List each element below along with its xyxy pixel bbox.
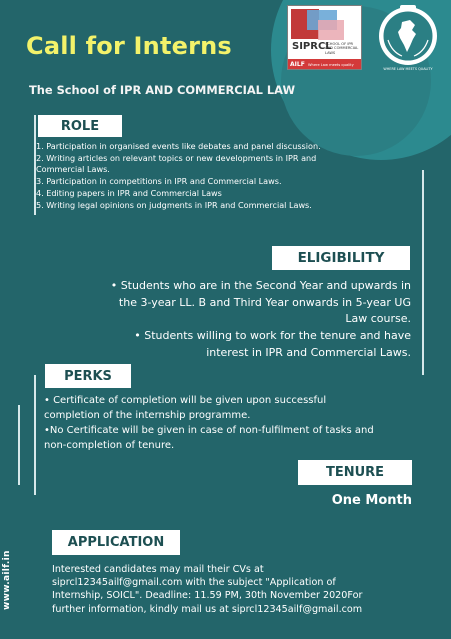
application-text: Interested candidates may mail their CVs at siprcl12345ailf@gmail.com with the subject "Application of Internship, SOICL". Deadline: 11.59 PM, 30th November 2020For further information, kindly mail us at siprcl12345ailf@gmail.com: [52, 564, 363, 615]
application-heading: APPLICATION: [52, 530, 180, 555]
list-item: • Certificate of completion will be given upon successful completion of the internship programme.: [44, 395, 327, 421]
poster-title: Call for Interns: [26, 32, 232, 60]
list-item: 1. Participation in organised events like debates and panel discussion.: [36, 141, 321, 151]
logo-small-text: SCHOOL OF IPR AND COMMERCIAL LAWS: [325, 42, 359, 55]
perks-list: [44, 393, 374, 453]
list-item: 3. Participation in competitions in IPR and Commercial Laws.: [36, 176, 282, 187]
ailf-seal-logo: [374, 4, 442, 72]
tenure-heading: TENURE: [298, 460, 412, 485]
siprcl-logo: [287, 5, 362, 70]
decorative-line: [422, 170, 424, 375]
role-heading: ROLE: [38, 115, 122, 137]
seal-badge: [400, 5, 416, 10]
eligibility-heading: ELIGIBILITY: [272, 246, 410, 270]
logo-name: SIPRCL: [292, 41, 332, 52]
tenure-value: One Month: [331, 493, 412, 508]
poster-subtitle: The School of IPR AND COMMERCIAL LAW: [29, 83, 296, 97]
role-list: [36, 141, 336, 211]
logo-bar-label: AILF: [290, 61, 305, 68]
list-item: 5. Writing legal opinions on judgments in IPR and Commercial Laws.: [36, 199, 312, 210]
logo-block: [318, 20, 344, 40]
list-item: 2. Writing articles on relevant topics or new developments in IPR and Commercial Laws.: [36, 152, 317, 175]
website-link[interactable]: www.ailf.in: [2, 550, 12, 610]
seal-tagline: WHERE LAW MEETS QUALITY: [383, 67, 433, 71]
list-item: • Students who are in the Second Year and upwards in the 3-year LL. B and Third Year onwards in 5-year UG Law course.: [110, 279, 411, 326]
list-item: 4. Editing papers in IPR and Commercial Laws: [36, 187, 222, 198]
list-item: •No Certificate will be given in case of non-fulfilment of tasks and non-completion of tenure.: [44, 425, 374, 451]
list-item: • Students willing to work for the tenure and have interest in IPR and Commercial Laws.: [134, 329, 411, 359]
eligibility-list: [105, 278, 411, 362]
decorative-line: [34, 375, 36, 495]
logo-bar-tagline: Where Law meets quality: [308, 63, 354, 67]
perks-heading: PERKS: [45, 364, 131, 388]
decorative-line: [18, 405, 20, 485]
